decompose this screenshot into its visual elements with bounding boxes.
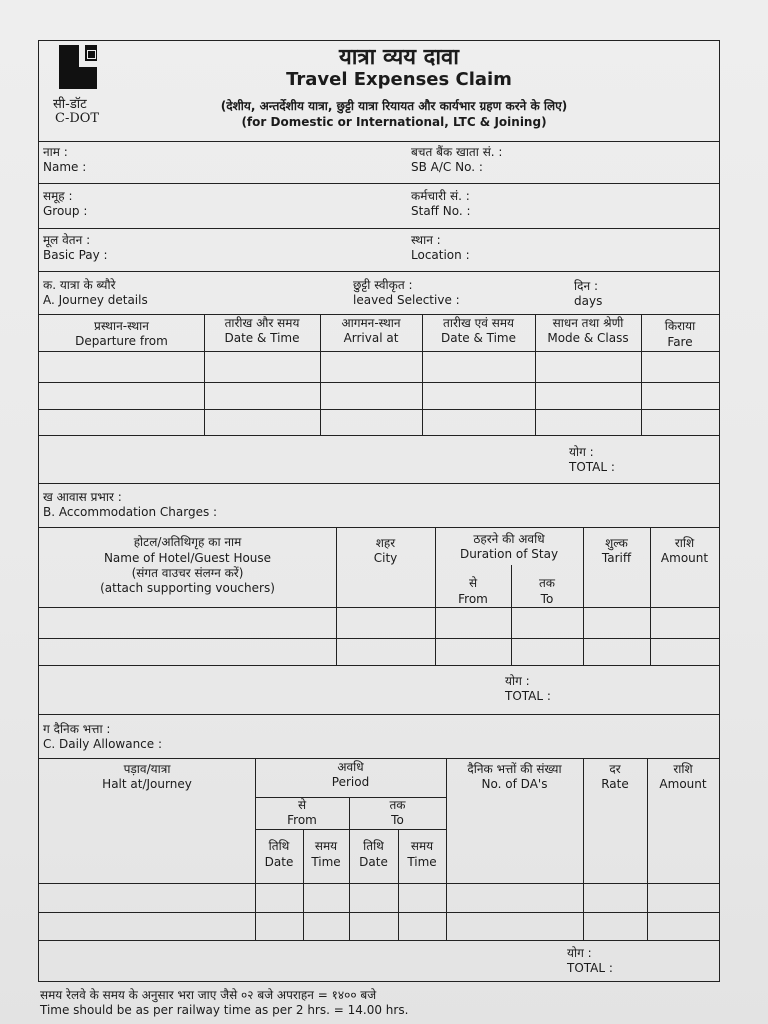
daily-allowance-label-hi: ग दैनिक भत्ता : xyxy=(43,722,111,736)
col-das: No. of DA's xyxy=(481,777,548,791)
col-date-time-hi: तारीख और समय xyxy=(224,316,300,330)
col-arrival: Arrival at xyxy=(343,331,399,345)
attach-vouchers-note: (attach supporting vouchers) xyxy=(100,581,275,595)
col-to-time: Time xyxy=(407,855,437,869)
col-date-time2: Date & Time xyxy=(440,331,517,345)
col-to-date-hi: तिथि xyxy=(363,839,384,853)
col-das-hi: दैनिक भत्तों की संख्या xyxy=(467,762,562,776)
col-mode-class: Mode & Class xyxy=(547,331,629,345)
logo-english: C-DOT xyxy=(55,111,100,126)
col-from-time: Time xyxy=(311,855,341,869)
col-city: City xyxy=(373,551,398,565)
col-rate: Rate xyxy=(601,777,629,791)
col-hotel-hi: होटल/अतिथिगृह का नाम xyxy=(133,535,242,549)
leave-label-hi: छुट्टी स्वीकृत : xyxy=(353,278,413,292)
group-label-hi: समूह : xyxy=(43,189,73,203)
subtitle-hindi: (देशीय, अन्तर्देशीय यात्रा, छुट्टी यात्रा रियायत और कार्यभार ग्रहण करने के लिए) xyxy=(220,99,568,113)
sb-account-label[interactable]: SB A/C No. : xyxy=(411,160,483,174)
col-period-from-hi: से xyxy=(297,798,307,812)
journey-label-hi: क. यात्रा के ब्यौरे xyxy=(43,278,116,292)
daily-total-label: TOTAL : xyxy=(567,961,613,975)
col-attach-hi: (संगत वाउचर संलग्न करें) xyxy=(131,566,244,580)
staff-label-hi: कर्मचारी सं. : xyxy=(411,189,470,203)
title-hindi: यात्रा व्यय दावा xyxy=(339,45,459,70)
col-duration: Duration of Stay xyxy=(459,547,559,561)
col-da-amount-hi: राशि xyxy=(673,762,693,776)
col-mode-hi: साधन तथा श्रेणी xyxy=(552,316,624,330)
col-date-time: Date & Time xyxy=(224,331,300,345)
col-tariff: Tariff xyxy=(601,551,632,565)
accommodation-label-hi: ख आवास प्रभार : xyxy=(43,490,122,504)
col-period: Period xyxy=(331,775,370,789)
railway-time-note-hi: समय रेलवे के समय के अनुसार भरा जाए जैसे ०२ बजे अपराहन = १४०० बजे xyxy=(40,988,377,1002)
col-rate-hi: दर xyxy=(609,762,621,776)
col-amount: Amount xyxy=(660,551,709,565)
col-date-time2-hi: तारीख एवं समय xyxy=(443,316,514,330)
col-from: From xyxy=(458,592,488,606)
col-period-from: From xyxy=(287,813,317,827)
col-da-amount: Amount xyxy=(659,777,707,791)
col-from-date-hi: तिथि xyxy=(268,839,290,853)
name-label[interactable]: Name : xyxy=(43,160,87,174)
col-to: To xyxy=(540,592,554,606)
railway-time-note: Time should be as per railway time as per 2 hrs. = 14.00 hrs. xyxy=(40,1003,409,1017)
col-hotel-name: Name of Hotel/Guest House xyxy=(103,551,272,565)
col-duration-hi: ठहरने की अवधि xyxy=(473,532,545,546)
staff-number-label[interactable]: Staff No. : xyxy=(411,204,471,218)
journey-total-label: TOTAL : xyxy=(569,460,615,474)
col-arrival-hi: आगमन-स्थान xyxy=(341,316,401,330)
col-halt-hi: पड़ाव/यात्रा xyxy=(123,762,171,776)
daily-total-hi: योग : xyxy=(567,946,592,960)
location-label-hi: स्थान : xyxy=(411,233,441,247)
leave-selective-label[interactable]: leaved Selective : xyxy=(353,293,460,307)
journey-section-title: A. Journey details xyxy=(43,293,148,307)
col-fare-hi: किराया xyxy=(664,319,696,333)
col-departure-hi: प्रस्थान-स्थान xyxy=(94,319,149,333)
travel-claim-form xyxy=(38,40,720,982)
logo-hindi: सी-डॉट xyxy=(53,97,87,112)
accommodation-total-hi: योग : xyxy=(505,674,530,688)
basic-pay-label[interactable]: Basic Pay : xyxy=(43,248,108,262)
col-period-to-hi: तक xyxy=(389,798,406,812)
col-from-time-hi: समय xyxy=(314,839,338,853)
col-from-hi: से xyxy=(468,576,478,590)
sb-label-hi: बचत बैंक खाता सं. : xyxy=(411,145,503,159)
cdot-logo-icon xyxy=(59,45,97,89)
col-tariff-hi: शुल्क xyxy=(605,536,628,550)
title-english: Travel Expenses Claim xyxy=(286,69,512,90)
subtitle-english: (for Domestic or International, LTC & Joining) xyxy=(241,115,547,129)
days-label[interactable]: days xyxy=(574,294,603,308)
col-halt-journey: Halt at/Journey xyxy=(102,777,192,791)
col-period-hi: अवधि xyxy=(337,760,364,774)
journey-total-hi: योग : xyxy=(569,445,594,459)
col-fare: Fare xyxy=(667,335,693,349)
accommodation-section-title: B. Accommodation Charges : xyxy=(43,505,218,519)
group-label[interactable]: Group : xyxy=(43,204,88,218)
col-to-date: Date xyxy=(359,855,388,869)
basic-pay-label-hi: मूल वेतन : xyxy=(43,233,91,247)
col-amount-hi: राशि xyxy=(674,536,695,550)
col-from-date: Date xyxy=(264,855,294,869)
col-to-hi: तक xyxy=(538,576,556,590)
accommodation-total-label: TOTAL : xyxy=(505,689,551,703)
col-to-time-hi: समय xyxy=(410,839,434,853)
col-city-hi: शहर xyxy=(375,536,396,550)
col-departure: Departure from xyxy=(75,334,168,348)
days-label-hi: दिन : xyxy=(574,279,598,293)
col-period-to: To xyxy=(391,813,404,827)
name-label-hi: नाम : xyxy=(43,145,68,159)
location-label[interactable]: Location : xyxy=(411,248,470,262)
daily-allowance-section-title: C. Daily Allowance : xyxy=(43,737,163,751)
